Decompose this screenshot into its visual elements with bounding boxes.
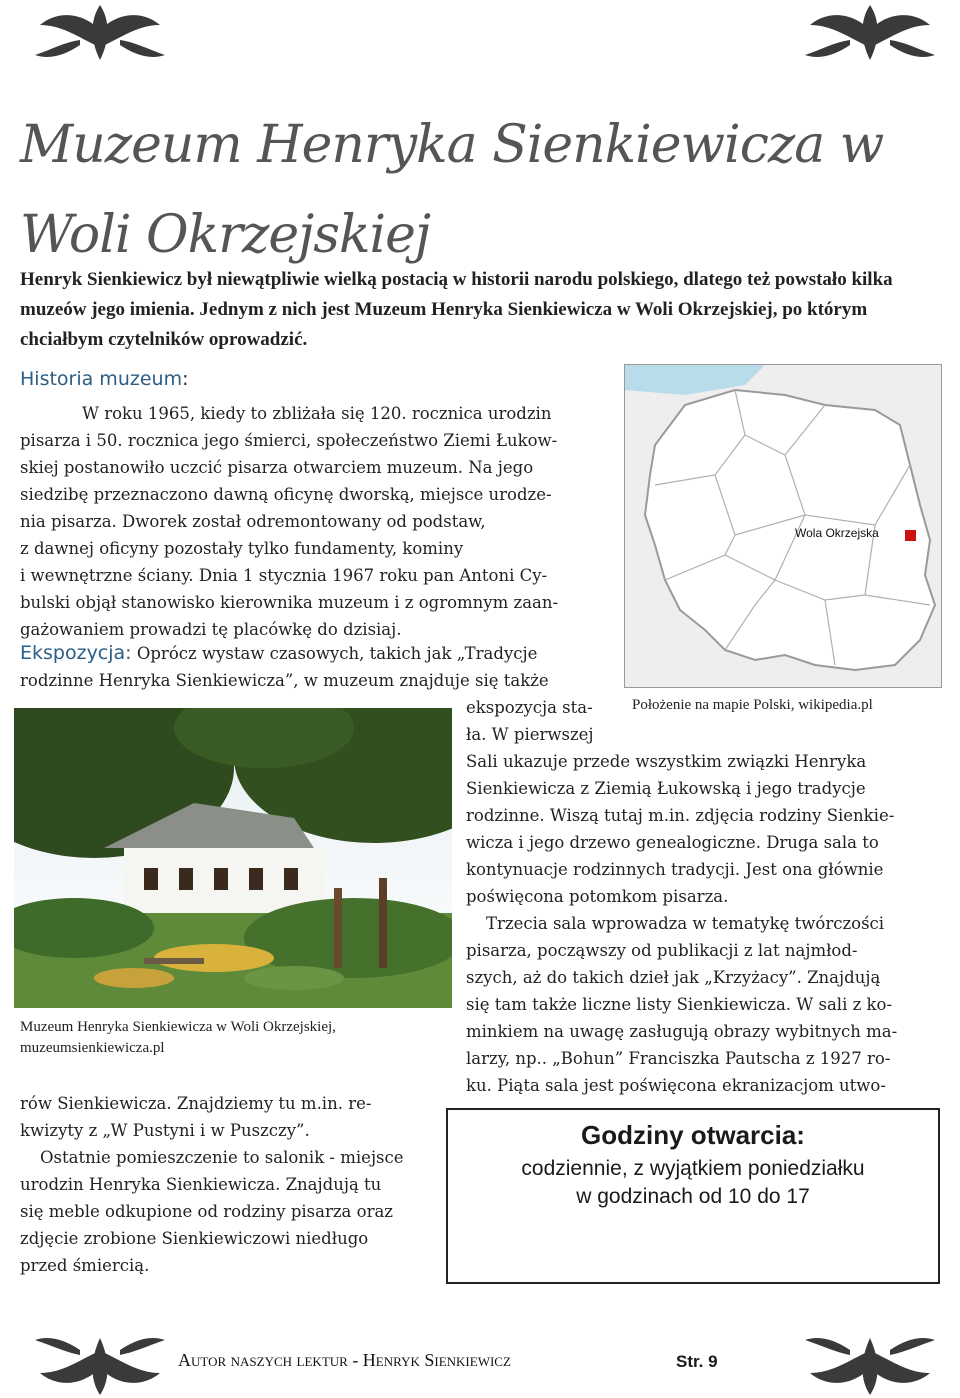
- exhibit-heading: Ekspozycja:: [20, 642, 132, 664]
- ornament-top-left: [20, 0, 180, 70]
- text-line: Sali ukazuje przede wszystkim związki Henryka: [466, 752, 867, 771]
- text-line: rodzinne Henryka Sienkiewicza”, w muzeum znajduje się także: [20, 671, 549, 690]
- text-line: się tam także liczne listy Sienkiewicza. W sali z ko-: [466, 995, 893, 1014]
- text-line: pisarza i 50. rocznica jego śmierci, społeczeństwo Ziemi Łukow-: [20, 431, 558, 450]
- photo-caption-line: Muzeum Henryka Sienkiewicza w Woli Okrzejskiej,: [20, 1019, 336, 1035]
- footer-section-title: Autor naszych lektur - Henryk Sienkiewicz: [178, 1350, 511, 1370]
- text-line: rodzinne. Wiszą tutaj m.in. zdjęcia rodziny Sienkie-: [466, 806, 895, 825]
- text-line: poświęcona potomkom pisarza.: [466, 887, 729, 906]
- text-line: W roku 1965, kiedy to zbliżała się 120. rocznica urodzin: [82, 404, 552, 423]
- page-title: Muzeum Henryka Sienkiewicza w Woli Okrzejskiej: [20, 115, 884, 265]
- opening-hours-title: Godziny otwarcia:: [581, 1120, 805, 1150]
- text-line: Trzecia sala wprowadza w tematykę twórczości: [486, 914, 885, 933]
- lead-paragraph: Henryk Sienkiewicz był niewątpliwie wielką postacią w historii narodu polskiego, dlatego też powstało kilka muzeów jego imienia. Jednym z nich jest Muzeum Henryka Sienkiewicza w Woli Okrzejskiej, po którym chciałbym czytelników oprowadzić.: [20, 269, 893, 350]
- footer-page-number: Str. 9: [676, 1352, 718, 1371]
- text-line: wicza i jego drzewo genealogiczne. Druga sala to: [466, 833, 879, 852]
- text-line: rów Sienkiewicza. Znajdziemy tu m.in. re-: [20, 1094, 372, 1113]
- museum-photo: [14, 708, 452, 1008]
- text-line: kontynuacje rodzinnych tradycji. Jest ona głównie: [466, 860, 884, 879]
- text-line: urodzin Henryka Sienkiewicza. Znajdują tu: [20, 1175, 382, 1194]
- exhibit-text-bottom: [20, 1090, 440, 1279]
- history-heading-label: Historia muzeum: [20, 368, 183, 390]
- map-caption: Położenie na mapie Polski, wikipedia.pl: [632, 697, 873, 713]
- text-line: bulski objął stanowisko kierownika muzeum i z ogromnym zaan-: [20, 593, 559, 612]
- opening-hours-box: [446, 1108, 940, 1284]
- museum-photo-graphic: [14, 708, 452, 1008]
- text-line: skiej postanowiło uczcić pisarza otwarciem muzeum. Na jego: [20, 458, 534, 477]
- photo-caption-line: muzeumsienkiewicza.pl: [20, 1040, 165, 1056]
- exhibit-text-right: [466, 694, 940, 1099]
- ornament-bottom-left: [20, 1320, 180, 1398]
- text-line: nia pisarza. Dworek został odremontowany od podstaw,: [20, 512, 486, 531]
- text-line: się meble odkupione od rodziny pisarza oraz: [20, 1202, 393, 1221]
- text-line: przed śmiercią.: [20, 1256, 150, 1275]
- text-line: pisarza, począwszy od publikacji z lat najmłod-: [466, 941, 858, 960]
- text-line: szych, aż do takich dzieł jak „Krzyżacy”. Znajdują: [466, 968, 881, 987]
- ornament-bottom-right: [790, 1320, 950, 1398]
- text-line: zdjęcie zrobione Sienkiewiczowi niedługo: [20, 1229, 369, 1248]
- map-place-label: Wola Okrzejska: [795, 526, 879, 540]
- text-line: siedzibę przeznaczono dawną oficynę dworską, miejsce urodze-: [20, 485, 552, 504]
- text-line: Ostatnie pomieszczenie to salonik - miejsce: [40, 1148, 404, 1167]
- ornament-top-right: [790, 0, 950, 70]
- text-line: i wewnętrzne ściany. Dnia 1 stycznia 1967 roku pan Antoni Cy-: [20, 566, 548, 585]
- exhibit-intro: [20, 640, 620, 694]
- text-line: ła. W pierwszej: [466, 725, 594, 744]
- text-line: ekspozycja sta-: [466, 698, 593, 717]
- opening-hours-days: codziennie, z wyjątkiem poniedziałku: [521, 1157, 865, 1180]
- history-text: [20, 400, 620, 643]
- history-heading: Historia muzeum:: [20, 368, 189, 390]
- text-line: kwizyty z „W Pustyni i w Puszczy”.: [20, 1121, 310, 1140]
- text-line: z dawnej oficyny pozostały tylko fundamenty, kominy: [20, 539, 464, 558]
- poland-map: [625, 365, 941, 687]
- text-line: Sienkiewicza z Ziemią Łukowską i jego tradycje: [466, 779, 866, 798]
- text-line: Ekspozycja: Oprócz wystaw czasowych, takich jak „Tradycje: [20, 642, 538, 664]
- text-line: gażowaniem prowadzi tę placówkę do dzisiaj.: [20, 620, 402, 639]
- text-line: ku. Piąta sala jest poświęcona ekranizacjom utwo-: [466, 1076, 886, 1095]
- opening-hours-time: w godzinach od 10 do 17: [576, 1185, 810, 1208]
- photo-caption: [20, 1017, 450, 1059]
- text-line: larzy, np.. „Bohun” Franciszka Pautscha z 1927 ro-: [466, 1049, 891, 1068]
- text-line: minkiem na uwagę zasługują obrazy wybitnych ma-: [466, 1022, 898, 1041]
- map-image: [624, 364, 942, 688]
